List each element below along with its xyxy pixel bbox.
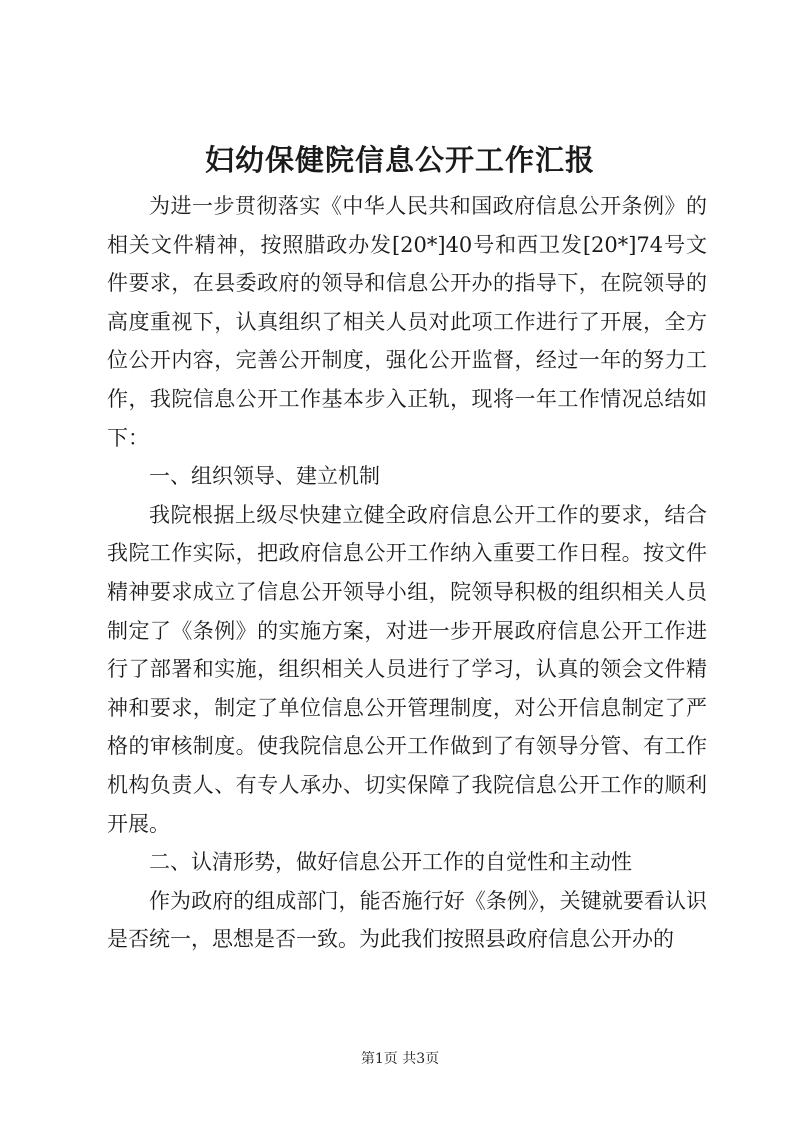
document-title: 妇幼保健院信息公开工作汇报 (204, 143, 595, 177)
section-heading-1: 一、组织领导、建立机制 (149, 464, 380, 489)
section-1-paragraph: 我院根据上级尽快建立健全政府信息公开工作的要求，结合我院工作实际，把政府信息公开工作纳入重要工作日程。按文件精神要求成立了信息公开领导小组，院领导积极的组织相关人员制定了《条例》的实施方案，对进一步开展政府信息公开工作进行了部署和实施，组织相关人员进行了学习，认真的领会文件精神和要求，制定了单位信息公开管理制度，对公开信息制定了严格的审核制度。使我院信息公开工作做到了有领导分管、有工作机构负责人、有专人承办、切实保障了我院信息公开工作的顺利开展。 (107, 502, 707, 836)
section-2-paragraph: 作为政府的组成部门，能否施行好《条例》，关键就要看认识是否统一，思想是否一致。为此我们按照县政府信息公开办的 (107, 888, 707, 952)
page-footer: 第1页 共3页 (360, 1051, 440, 1067)
section-heading-2: 二、认清形势，做好信息公开工作的自觉性和主动性 (149, 850, 632, 875)
intro-paragraph: 为进一步贯彻落实《中华人民共和国政府信息公开条例》的相关文件精神，按照腊政办发[20*]40号和西卫发[20*]74号文件要求，在县委政府的领导和信息公开办的指导下，在院领导的高度重视下，认真组织了相关人员对此项工作进行了开展，全方位公开内容，完善公开制度，强化公开监督，经过一年的努力工作，我院信息公开工作基本步入正轨，现将一年工作情况总结如下： (107, 194, 707, 450)
document-body (107, 187, 707, 959)
